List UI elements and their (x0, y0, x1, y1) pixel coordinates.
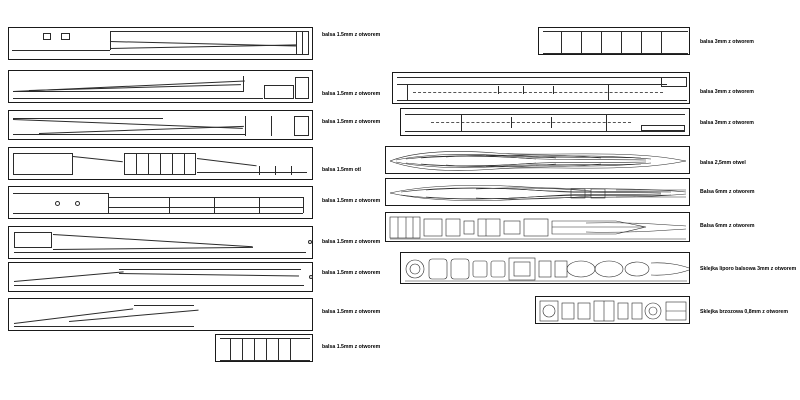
tip-detail (264, 85, 294, 99)
edge-line (108, 193, 109, 213)
part-panel (385, 212, 690, 242)
rib-line (621, 31, 622, 53)
rib-line (303, 197, 304, 213)
edge-line (14, 252, 306, 253)
edge-line (543, 53, 688, 54)
material-label: balsa 1.5mm z otworem (322, 239, 381, 245)
part-panel (8, 147, 313, 180)
rib-line (461, 114, 462, 131)
rib-line (606, 114, 607, 131)
edge-line (13, 91, 243, 92)
edge-line (220, 360, 310, 361)
part-panel (8, 262, 313, 292)
hole (55, 201, 60, 206)
edge-line (405, 131, 685, 132)
rib-line (160, 153, 161, 175)
edge-line (543, 31, 688, 32)
rib-line (523, 86, 524, 94)
edge-line (13, 193, 108, 194)
rib-line (254, 338, 255, 360)
part-panel (400, 252, 690, 284)
edge-line (134, 305, 194, 306)
part-panel (8, 186, 313, 219)
birch-ply-parts-outlines (536, 297, 691, 325)
rib-line (184, 153, 185, 175)
material-label: balsa 1.5mm z otworem (322, 32, 381, 38)
part-panel (215, 334, 313, 362)
taper-line (110, 44, 296, 49)
hole (308, 240, 312, 244)
taper-line (53, 247, 253, 250)
edge-line (14, 326, 194, 327)
edge-line (108, 197, 303, 198)
rib-line (302, 31, 303, 55)
material-label: Sklejka liporo balsowa 3mm z otworem (700, 266, 797, 272)
rib-line (661, 31, 662, 53)
rib-line (278, 338, 279, 360)
edge-line (220, 338, 310, 339)
part-panel (538, 27, 690, 55)
rib-line (148, 153, 149, 175)
material-label: Balsa 6mm z otworem (700, 223, 755, 229)
edge-line (110, 54, 296, 55)
edge-line (108, 207, 303, 208)
hole (309, 275, 313, 279)
edge-line (110, 31, 296, 32)
part-panel (8, 27, 313, 60)
rib-line (259, 166, 260, 175)
rib-line (242, 338, 243, 360)
rib-line (230, 338, 231, 360)
rib-line (271, 116, 272, 136)
rib-line (407, 84, 408, 100)
material-label: balsa 1.5mm z otworem (322, 198, 381, 204)
cutout-square (61, 33, 70, 40)
part-panel (8, 110, 313, 140)
material-label: balsa 3mm z otworem (700, 89, 754, 95)
material-label: balsa 1.5mm z otworem (322, 309, 381, 315)
part-panel (392, 72, 690, 104)
plywood-parts-outlines (401, 253, 691, 285)
part-panel (8, 298, 313, 331)
edge-line (14, 285, 304, 286)
material-label: balsa 1.5mm z otworem (322, 270, 381, 276)
material-label: balsa 3mm z otworem (700, 39, 754, 45)
material-label: Sklejka brzozowa 0,8mm z otworem (700, 309, 788, 315)
rib-line (259, 197, 260, 213)
edge-line (397, 77, 667, 78)
rib-line (243, 76, 244, 92)
tip-detail (294, 116, 309, 136)
edge-line (13, 118, 163, 119)
part-panel (8, 70, 313, 103)
nested-parts-outlines (386, 179, 691, 207)
rib-line (511, 117, 512, 128)
rib-line (275, 166, 276, 175)
part-panel (385, 178, 690, 206)
edge-line (13, 134, 245, 135)
rib-line (553, 86, 554, 94)
edge-line (13, 98, 263, 99)
taper-line (69, 310, 199, 322)
material-label: balsa 2,5mm otwel (700, 160, 746, 166)
rib-line (561, 31, 562, 53)
rib-line (551, 117, 552, 128)
rib-line (245, 116, 246, 136)
rib-line (266, 338, 267, 360)
edge-line (13, 213, 303, 214)
material-label: Balsa 6mm z otworem (700, 189, 755, 195)
tip-detail (295, 77, 309, 99)
rib-line (581, 31, 582, 53)
tip-detail (641, 125, 685, 131)
taper-line (53, 234, 253, 247)
cutout-block (14, 232, 52, 248)
part-panel (400, 108, 690, 136)
edge-line (12, 50, 110, 51)
cutout-square (43, 33, 51, 40)
material-label: balsa 1.5mm otl (322, 167, 361, 173)
taper-line (197, 158, 257, 166)
part-panel (535, 296, 690, 324)
rib-line (169, 197, 170, 213)
taper-line (39, 126, 244, 134)
rib-line (291, 166, 292, 175)
cutout-block (13, 153, 73, 175)
material-label: balsa 3mm z otworem (700, 120, 754, 126)
edge-line (397, 100, 687, 101)
rib-line (641, 31, 642, 53)
tip-detail (661, 77, 687, 87)
material-label: balsa 1.5mm z otworem (322, 91, 381, 97)
edge-line (119, 269, 301, 270)
rib-line (601, 31, 602, 53)
rib-line (608, 84, 609, 100)
hole (75, 201, 80, 206)
taper-line (14, 271, 124, 282)
fuselage-parts-outlines (386, 213, 691, 243)
taper-line (119, 273, 299, 277)
rib-line (498, 86, 499, 94)
edge-line (405, 114, 685, 115)
rib-line (172, 153, 173, 175)
rib-line (136, 153, 137, 175)
edge-line (397, 84, 667, 85)
rib-line (214, 197, 215, 213)
material-label: balsa 1.5mm z otworem (322, 344, 381, 350)
part-panel (8, 226, 313, 259)
fold-line (413, 92, 663, 93)
material-label: balsa 1.5mm z otworem (322, 119, 381, 125)
nested-parts-outlines (386, 147, 691, 175)
rib-line (290, 338, 291, 360)
part-panel (385, 146, 690, 174)
taper-line (73, 156, 123, 162)
